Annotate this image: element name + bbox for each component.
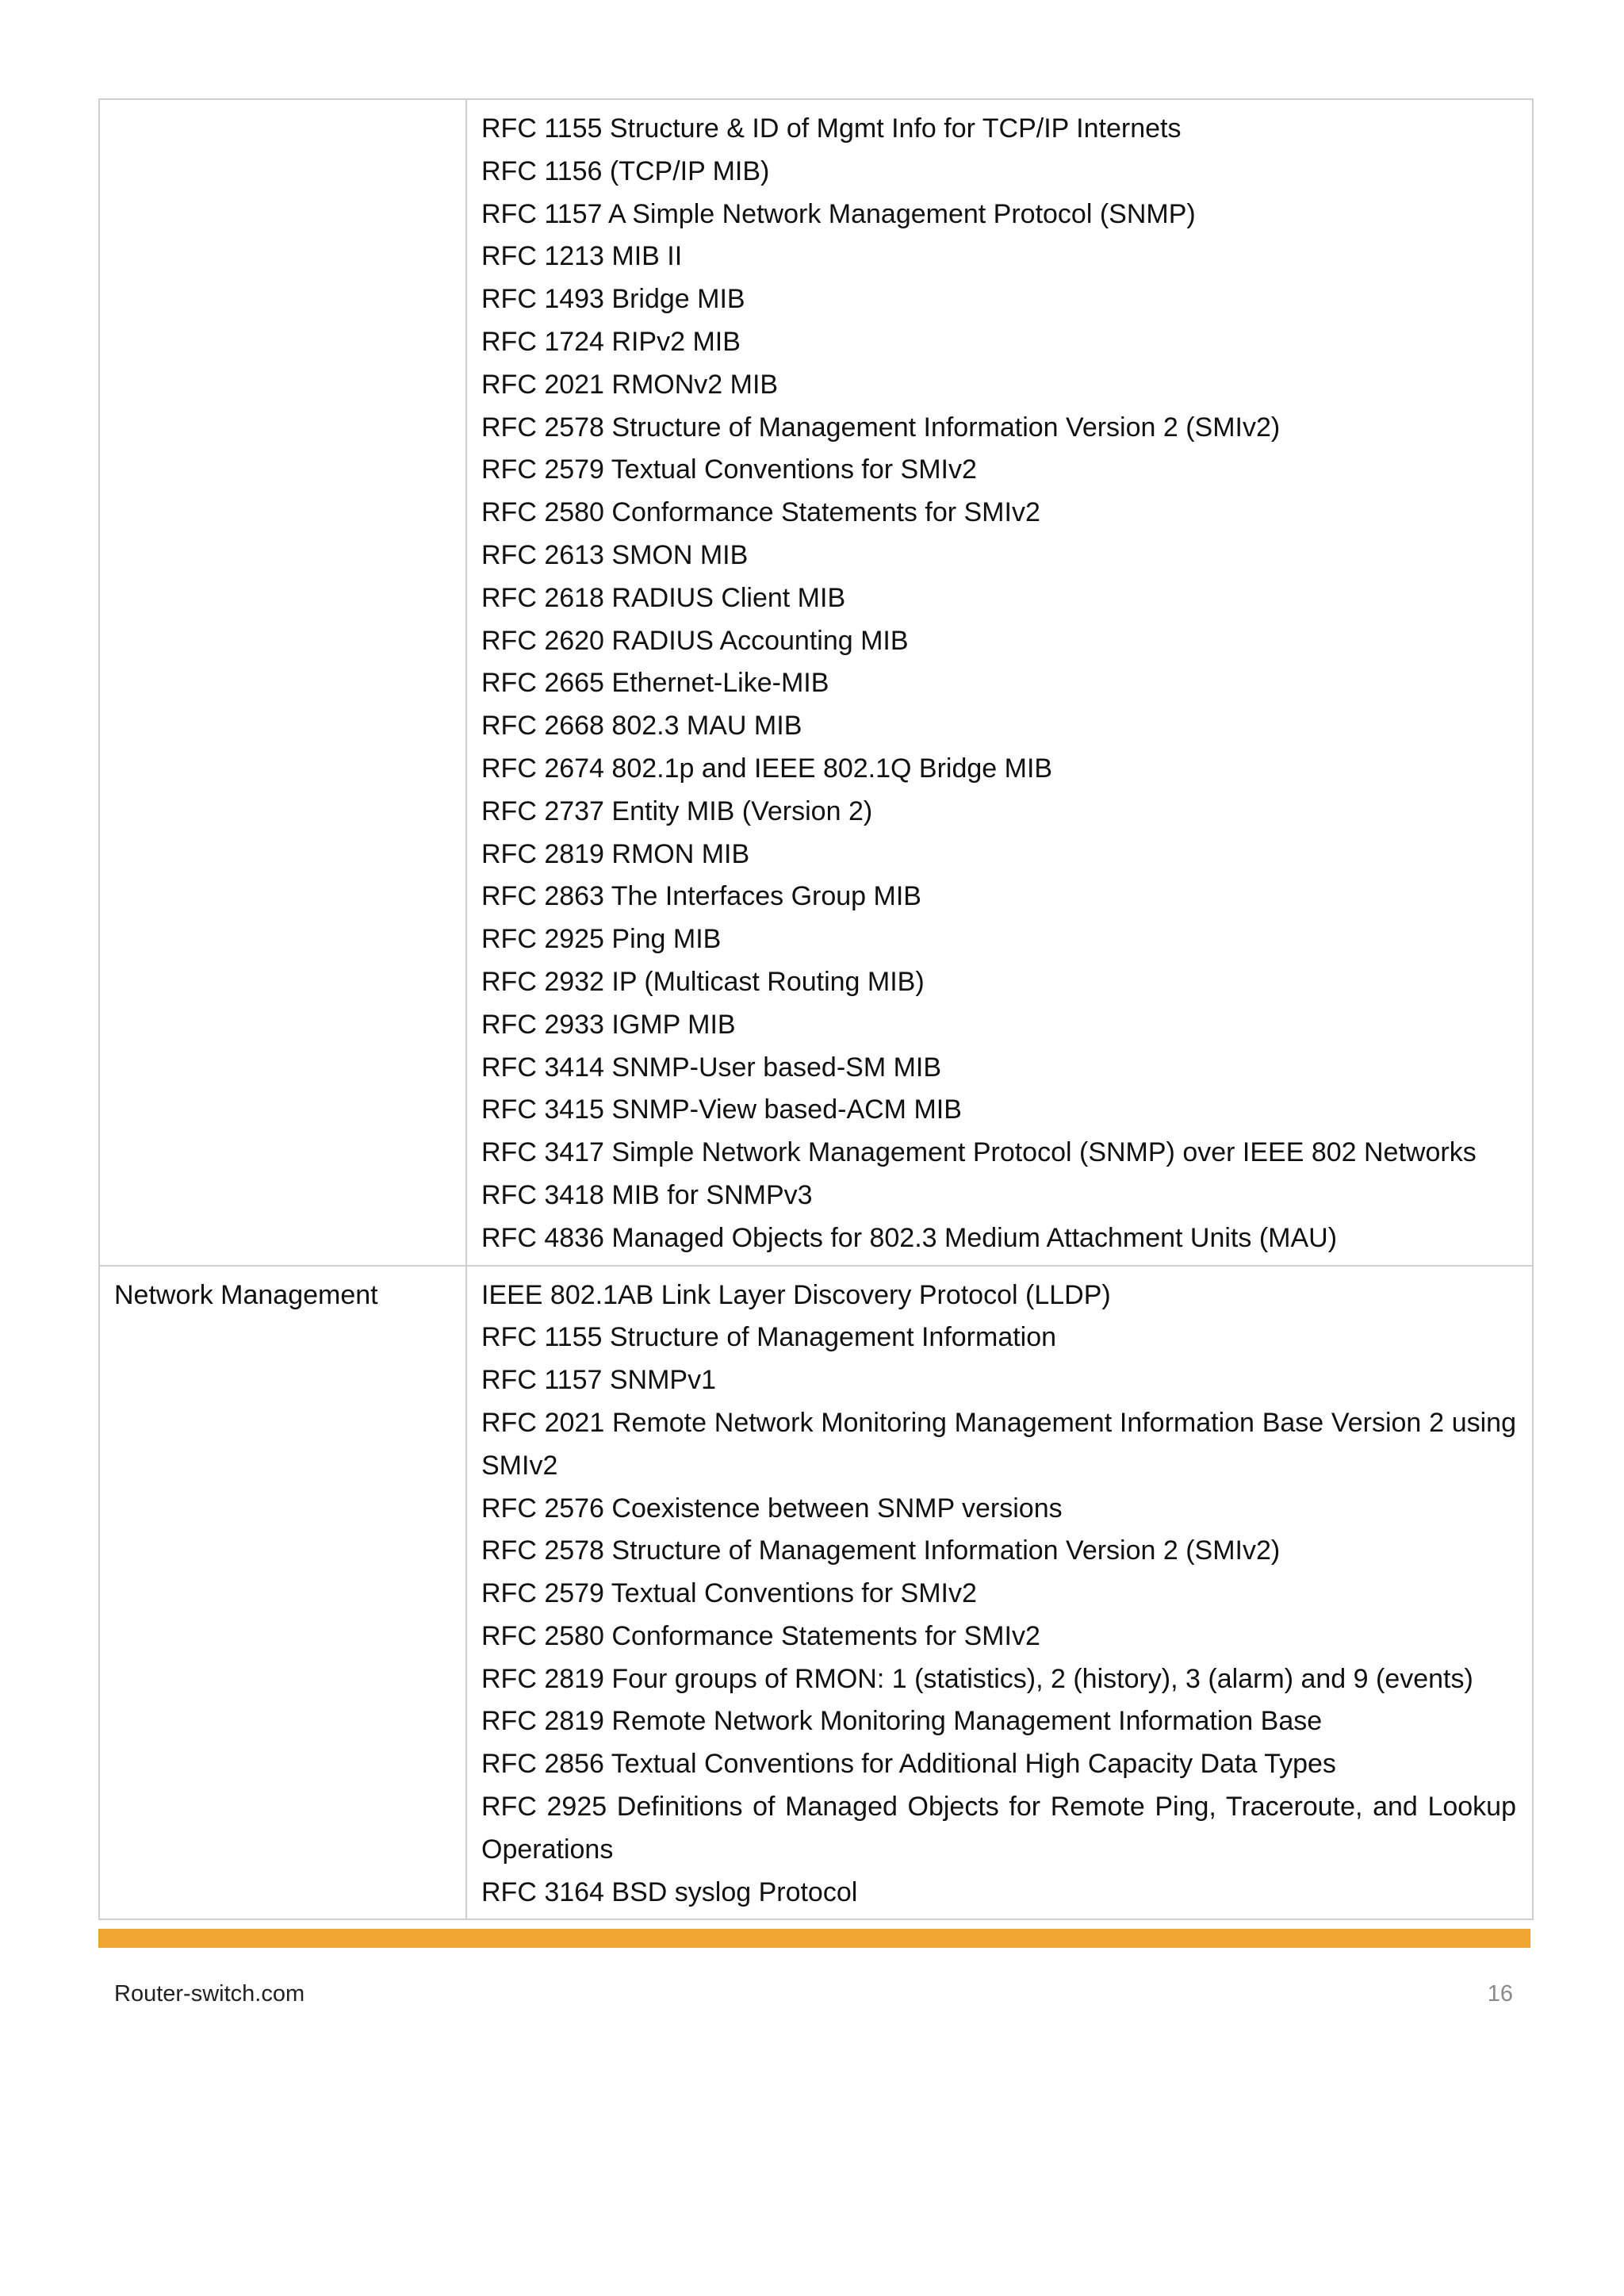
list-item: RFC 2933 IGMP MIB <box>481 1009 736 1040</box>
list-item: RFC 1155 Structure & ID of Mgmt Info for TCP/IP Internets <box>481 113 1182 144</box>
list-item: RFC 2925 Definitions of Managed Objects for Remote Ping, Traceroute, and Lookup Operations <box>481 1792 1516 1865</box>
list-item: RFC 2578 Structure of Management Information Version 2 (SMIv2) <box>481 412 1281 443</box>
list-item: RFC 2618 RADIUS Client MIB <box>481 582 846 613</box>
list-item: RFC 1724 RIPv2 MIB <box>481 326 741 357</box>
list-item: RFC 2932 IP (Multicast Routing MIB) <box>481 966 925 997</box>
list-item: RFC 4836 Managed Objects for 802.3 Medium Attachment Units (MAU) <box>481 1222 1338 1253</box>
list-item: RFC 3417 Simple Network Management Protocol (SNMP) over IEEE 802 Networks <box>481 1137 1477 1168</box>
list-item: RFC 1493 Bridge MIB <box>481 284 745 315</box>
list-item: RFC 3418 MIB for SNMPv3 <box>481 1179 813 1210</box>
list-item: RFC 2613 SMON MIB <box>481 539 749 570</box>
list-item: RFC 2665 Ethernet-Like-MIB <box>481 668 829 699</box>
list-item: RFC 2819 RMON MIB <box>481 838 750 869</box>
list-item: RFC 2576 Coexistence between SNMP versions <box>481 1493 1063 1524</box>
footer-page-number: 16 <box>1487 1981 1513 2007</box>
list-item: RFC 2856 Textual Conventions for Additional High Capacity Data Types <box>481 1749 1336 1780</box>
list-item: RFC 1156 (TCP/IP MIB) <box>481 155 770 186</box>
footer-accent-bar <box>98 1929 1530 1948</box>
table-row <box>99 1266 1533 1920</box>
category-label: Network Management <box>114 1279 378 1310</box>
list-item: RFC 2580 Conformance Statements for SMIv2 <box>481 497 1040 528</box>
category-cell <box>99 1266 466 1920</box>
list-item: RFC 2021 RMONv2 MIB <box>481 369 779 400</box>
list-item: RFC 2620 RADIUS Accounting MIB <box>481 625 909 656</box>
standards-list-cell <box>466 1266 1533 1920</box>
list-item: RFC 2579 Textual Conventions for SMIv2 <box>481 1578 977 1609</box>
list-item: IEEE 802.1AB Link Layer Discovery Protocol (LLDP) <box>481 1279 1111 1310</box>
table-row <box>99 99 1533 1266</box>
list-item: RFC 2925 Ping MIB <box>481 924 722 955</box>
list-item: RFC 3415 SNMP-View based-ACM MIB <box>481 1094 962 1125</box>
list-item: RFC 2737 Entity MIB (Version 2) <box>481 795 873 826</box>
list-item: RFC 3414 SNMP-User based-SM MIB <box>481 1052 942 1083</box>
standards-list-cell <box>466 99 1533 1266</box>
list-item: RFC 2021 Remote Network Monitoring Management Information Base Version 2 using SMIv2 <box>481 1407 1516 1481</box>
list-item: RFC 2580 Conformance Statements for SMIv2 <box>481 1620 1040 1651</box>
list-item: RFC 2674 802.1p and IEEE 802.1Q Bridge MIB <box>481 753 1053 784</box>
list-item: RFC 1155 Structure of Management Information <box>481 1322 1057 1353</box>
list-item: RFC 2819 Four groups of RMON: 1 (statistics), 2 (history), 3 (alarm) and 9 (events) <box>481 1663 1473 1694</box>
list-item: RFC 2863 The Interfaces Group MIB <box>481 881 921 912</box>
list-item: RFC 2578 Structure of Management Information Version 2 (SMIv2) <box>481 1535 1281 1566</box>
list-item: RFC 1213 MIB II <box>481 241 683 272</box>
list-item: RFC 2668 802.3 MAU MIB <box>481 711 802 742</box>
list-item: RFC 2819 Remote Network Monitoring Management Information Base <box>481 1706 1323 1737</box>
list-item: RFC 3164 BSD syslog Protocol <box>481 1876 858 1907</box>
list-item: RFC 1157 A Simple Network Management Protocol (SNMP) <box>481 198 1196 229</box>
footer-site-name: Router-switch.com <box>114 1981 305 2007</box>
list-item: RFC 2579 Textual Conventions for SMIv2 <box>481 454 977 485</box>
standards-table <box>98 98 1534 1920</box>
category-cell <box>99 99 466 1266</box>
list-item: RFC 1157 SNMPv1 <box>481 1365 717 1396</box>
